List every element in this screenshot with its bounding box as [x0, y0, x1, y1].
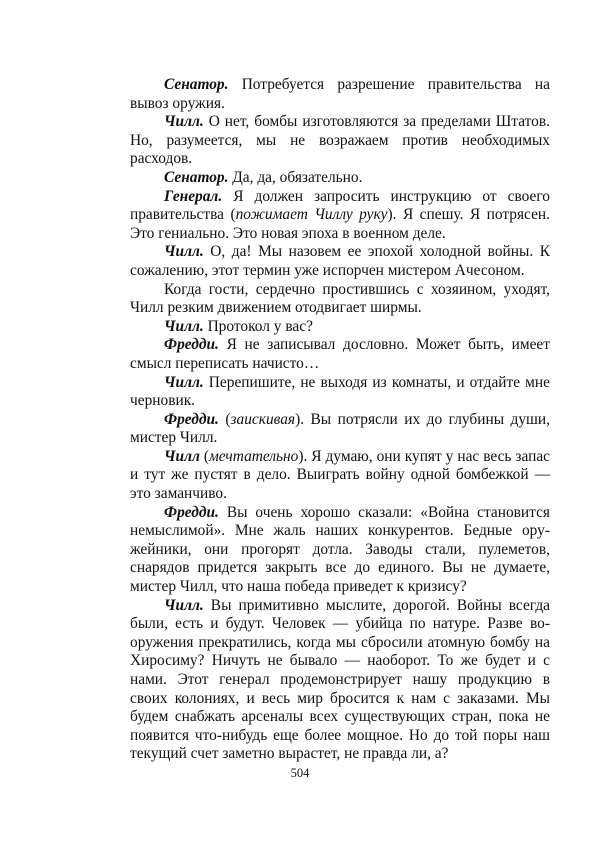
- speaker-name: Сенатор.: [164, 168, 229, 186]
- dialogue-text: Да, да, обязательно.: [228, 168, 363, 186]
- dialogue-paragraph: [130, 374, 550, 411]
- dialogue-paragraph: [130, 281, 550, 318]
- dialogue-text: Протокол у вас?: [203, 317, 313, 335]
- dialogue-text: О нет, бомбы изготовляются за пределами Штатов. Но, разумеется, мы не возражаем против необходимых расходов.: [130, 113, 550, 168]
- dialogue-text: Вы очень хорошо сказали: «Война становится немыслимой». Мне жаль наших конкурентов. Бедные оружейники, они прогорят дотла. Заводы стали, пулеметов, снарядов придется закрыть все до единого. Вы не думаете, мистер Чилл, что наша победа приведет к кризису?: [130, 503, 550, 596]
- speaker-name: Чилл.: [164, 596, 204, 614]
- dialogue-paragraph: [130, 504, 550, 597]
- dialogue-paragraph: [130, 336, 550, 373]
- speaker-name: Фредди.: [164, 410, 219, 428]
- play-text: [130, 76, 550, 764]
- dialogue-text: ). Вы потрясли их до глубины души, мистер Чилл.: [130, 410, 550, 447]
- speaker-name: Чилл.: [164, 113, 204, 131]
- dialogue-paragraph: [130, 188, 550, 244]
- dialogue-text: Потребуется разрешение правительства на вывоз оружия.: [130, 76, 550, 112]
- speaker-name: Чилл.: [164, 243, 204, 261]
- stage-direction: пожимает Чиллу руку: [235, 206, 388, 224]
- dialogue-text: (: [199, 447, 209, 465]
- speaker-name: Чилл.: [164, 317, 204, 335]
- dialogue-text: ). Я спешу. Я потрясен. Это гениально. Это новая эпоха в военном деле.: [130, 206, 550, 242]
- dialogue-text: Вы примитивно мыслите, дорогой. Войны всегда были, есть и будут. Человек — убийца по натуре. Разве вооружения прекратились, когда мы сбросили атомную бомбу на Хиросиму? Ничуть не бывало — наоборот. То же будет и с нами. Этот генерал продемонстрирует нашу продукцию в своих колониях, и весь мир бросится к нам с заказами. Мы будем снабжать арсеналы всех существующих стран, пока не появится что-нибудь еще более мощное. Но до той поры наш текущий счет заметно вырастет, не правда ли, а?: [130, 596, 550, 763]
- speaker-name: Фредди.: [164, 503, 219, 521]
- dialogue-paragraph: [130, 411, 550, 448]
- dialogue-text: Я должен запросить инструкцию от своего правительства (: [130, 187, 550, 224]
- speaker-name: Фредди.: [164, 336, 219, 354]
- dialogue-paragraph: [130, 113, 550, 169]
- dialogue-text: Перепишите, не выходя из комнаты, и отдайте мне черновик.: [130, 373, 550, 410]
- dialogue-text: О, да! Мы назовем ее эпохой холодной войны. К сожалению, этот термин уже испорчен мистером Ачесоном.: [130, 243, 550, 279]
- dialogue-paragraph: [130, 169, 550, 188]
- speaker-name: Сенатор.: [164, 76, 229, 93]
- dialogue-paragraph: [130, 318, 550, 337]
- dialogue-text: ). Я думаю, они купят у нас весь запас и тут же пустят в дело. Выиграть войну одной бомбежкой — это заманчиво.: [130, 447, 550, 503]
- dialogue-paragraph: [130, 597, 550, 764]
- dialogue-text: Я не записывал дословно. Может быть, имеет смысл переписать начисто…: [130, 336, 550, 372]
- page-number: 504: [290, 766, 310, 780]
- dialogue-paragraph: [130, 76, 550, 113]
- dialogue-text: Когда гости, сердечно простившись с хозяином, уходят, Чилл резким движением отодвигает ширмы.: [130, 280, 550, 317]
- dialogue-text: (: [218, 410, 231, 428]
- dialogue-paragraph: [130, 448, 550, 504]
- speaker-name: Чилл: [164, 447, 200, 465]
- dialogue-paragraph: [130, 243, 550, 280]
- speaker-name: Генерал.: [164, 187, 223, 205]
- stage-direction: заискивая: [230, 410, 296, 428]
- stage-direction: мечтательно: [208, 447, 299, 465]
- speaker-name: Чилл.: [164, 373, 204, 391]
